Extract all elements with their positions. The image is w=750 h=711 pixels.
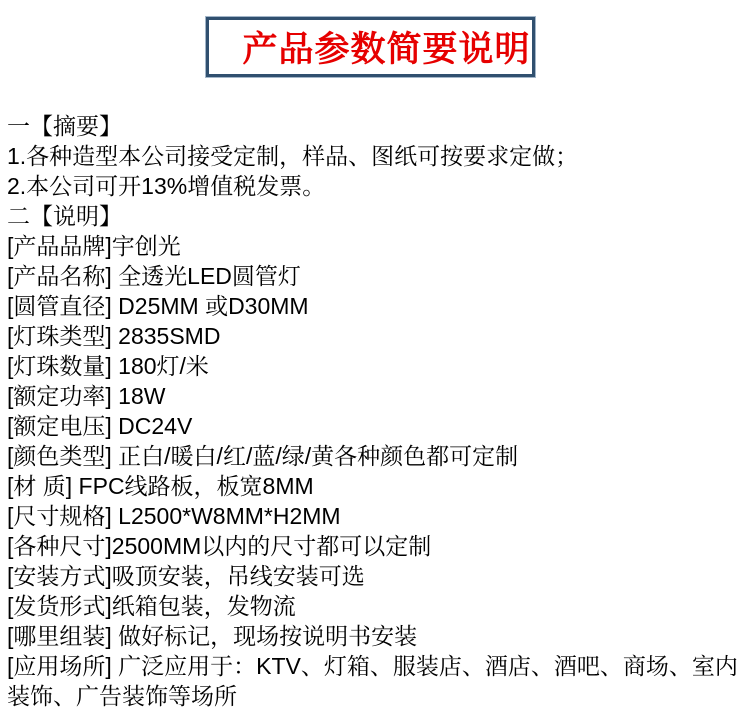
spec-value: 2835SMD bbox=[111, 323, 221, 349]
title-box bbox=[206, 17, 535, 77]
spec-label: [额定电压] bbox=[7, 413, 112, 439]
spec-row-material bbox=[7, 471, 745, 501]
summary-line: 2.本公司可开13%增值税发票。 bbox=[7, 173, 326, 199]
spec-label: [圆管直径] bbox=[7, 293, 112, 319]
section-heading-summary: 一【摘要】 bbox=[7, 113, 122, 139]
spec-value: 180灯/米 bbox=[111, 353, 209, 379]
spec-label: [安装方式] bbox=[7, 563, 112, 589]
spec-row-install-method bbox=[7, 561, 745, 591]
spec-row-rated-voltage bbox=[7, 411, 745, 441]
spec-row-rated-power bbox=[7, 381, 745, 411]
spec-label: [尺寸规格] bbox=[7, 503, 112, 529]
spec-label: [灯珠数量] bbox=[7, 353, 112, 379]
spec-value: 吸顶安装，吊线安装可选 bbox=[111, 563, 365, 589]
spec-row-applications bbox=[7, 651, 745, 711]
spec-label: [灯珠类型] bbox=[7, 323, 112, 349]
document-body bbox=[7, 111, 745, 711]
spec-label: [发货形式] bbox=[7, 593, 112, 619]
spec-row-led-type bbox=[7, 321, 745, 351]
spec-value: L2500*W8MM*H2MM bbox=[111, 503, 341, 529]
spec-value: 广泛应用于：KTV、灯箱、服装店、酒店、酒吧、商场、室内装饰、广告装饰等场所 bbox=[7, 653, 738, 709]
spec-label: [哪里组装] bbox=[7, 623, 112, 649]
spec-row-led-count bbox=[7, 351, 745, 381]
spec-value: 宇创光 bbox=[111, 233, 181, 259]
spec-row-color-type bbox=[7, 441, 745, 471]
section-heading-description: 二【说明】 bbox=[7, 203, 122, 229]
spec-row-brand bbox=[7, 231, 745, 261]
spec-label: [材 质] bbox=[7, 473, 73, 499]
spec-label: [各种尺寸] bbox=[7, 533, 112, 559]
spec-value: 纸箱包装，发物流 bbox=[111, 593, 296, 619]
spec-label: [颜色类型] bbox=[7, 443, 112, 469]
spec-value: D25MM 或D30MM bbox=[111, 293, 309, 319]
spec-value: 全透光LED圆管灯 bbox=[111, 263, 301, 289]
spec-value: FPC线路板，板宽8MM bbox=[72, 473, 314, 499]
spec-label: [额定功率] bbox=[7, 383, 112, 409]
spec-label: [应用场所] bbox=[7, 653, 112, 679]
spec-label: [产品品牌] bbox=[7, 233, 112, 259]
spec-row-product-name bbox=[7, 261, 745, 291]
spec-row-assembly bbox=[7, 621, 745, 651]
spec-value: 做好标记，现场按说明书安装 bbox=[111, 623, 418, 649]
spec-value: 正白/暖白/红/蓝/绿/黄各种颜色都可定制 bbox=[111, 443, 519, 469]
summary-line: 1.各种造型本公司接受定制，样品、图纸可按要求定做； bbox=[7, 143, 579, 169]
spec-value: 18W bbox=[111, 383, 166, 409]
spec-row-size-spec bbox=[7, 501, 745, 531]
spec-row-shipping bbox=[7, 591, 745, 621]
spec-row-tube-diameter bbox=[7, 291, 745, 321]
spec-value: 2500MM以内的尺寸都可以定制 bbox=[111, 533, 432, 559]
page-title: 产品参数简要说明 bbox=[242, 30, 531, 69]
spec-label: [产品名称] bbox=[7, 263, 112, 289]
spec-value: DC24V bbox=[111, 413, 193, 439]
spec-row-custom-sizes bbox=[7, 531, 745, 561]
